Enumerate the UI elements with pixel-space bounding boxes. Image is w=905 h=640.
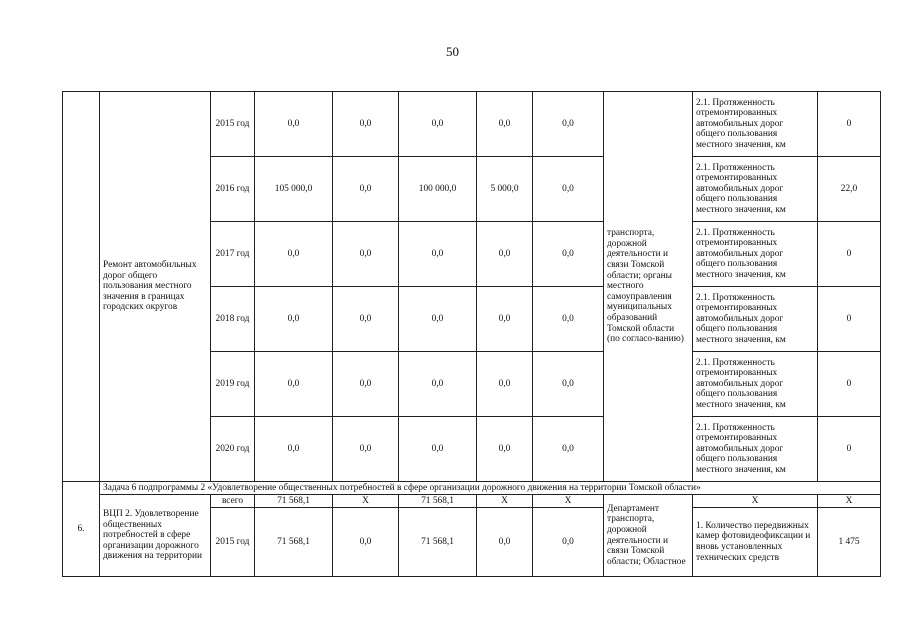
executor-cell: Департамент транспорта, дорожной деятельности и связи Томской области; Областное [604,495,693,577]
other-cell: 0,0 [533,92,604,157]
other-cell: 0,0 [533,417,604,482]
regional-cell: 0,0 [399,222,477,287]
federal-cell: 0,0 [333,508,399,577]
other-cell: 0,0 [533,157,604,222]
federal-cell: X [333,495,399,508]
local-cell: X [477,495,533,508]
indicator-cell: 2.1. Протяженность отремонтированных автомобильных дорог общего пользования местного значения, км [693,417,818,482]
year-cell: 2017 год [211,222,255,287]
indicator-cell: 2.1. Протяженность отремонтированных автомобильных дорог общего пользования местного значения, км [693,287,818,352]
other-cell: 0,0 [533,222,604,287]
year-cell: 2020 год [211,417,255,482]
other-cell: 0,0 [533,508,604,577]
federal-cell: 0,0 [333,417,399,482]
task-row [63,482,881,495]
regional-cell: 100 000,0 [399,157,477,222]
task-number-cell: 6. [63,482,100,577]
total-cell: 71 568,1 [255,508,333,577]
regional-cell: 0,0 [399,417,477,482]
activity-name-cell: Ремонт автомобильных дорог общего пользования местного значения в границах городских округов [100,92,211,482]
indicator-cell: X [693,495,818,508]
regional-cell: 71 568,1 [399,495,477,508]
year-cell: 2016 год [211,157,255,222]
indicator-cell: 2.1. Протяженность отремонтированных автомобильных дорог общего пользования местного значения, км [693,157,818,222]
indicator-cell: 2.1. Протяженность отремонтированных автомобильных дорог общего пользования местного значения, км [693,92,818,157]
regional-cell: 0,0 [399,287,477,352]
indicator-value-cell: 0 [818,417,881,482]
indicator-value-cell: 1 475 [818,508,881,577]
year-cell: 2015 год [211,92,255,157]
indicator-value-cell: 0 [818,92,881,157]
federal-cell: 0,0 [333,352,399,417]
program-table [62,91,881,577]
year-cell: 2019 год [211,352,255,417]
local-cell: 0,0 [477,222,533,287]
indicator-value-cell: X [818,495,881,508]
total-cell: 71 568,1 [255,495,333,508]
row-number-cell [63,92,100,482]
executor-cell: транспорта, дорожной деятельности и связи Томской области; органы местного самоуправления муниципальных образований Томской области (по согласо-ванию) [604,92,693,482]
year-cell: 2015 год [211,508,255,577]
local-cell: 0,0 [477,287,533,352]
indicator-value-cell: 22,0 [818,157,881,222]
table-row [63,92,881,157]
page-number: 50 [446,44,459,59]
local-cell: 5 000,0 [477,157,533,222]
total-cell: 0,0 [255,352,333,417]
total-cell: 0,0 [255,417,333,482]
indicator-cell: 1. Количество передвижных камер фотовидеофиксации и вновь установленных технических средств [693,508,818,577]
federal-cell: 0,0 [333,287,399,352]
local-cell: 0,0 [477,352,533,417]
regional-cell: 0,0 [399,92,477,157]
total-cell: 0,0 [255,222,333,287]
year-cell: 2018 год [211,287,255,352]
local-cell: 0,0 [477,417,533,482]
task-title-cell: Задача 6 подпрограммы 2 «Удовлетворение общественных потребностей в сфере организации дорожного движения на территории Томской области» [100,482,881,495]
total-label-cell: всего [211,495,255,508]
other-cell: X [533,495,604,508]
indicator-value-cell: 0 [818,222,881,287]
local-cell: 0,0 [477,508,533,577]
indicator-cell: 2.1. Протяженность отремонтированных автомобильных дорог общего пользования местного значения, км [693,222,818,287]
indicator-value-cell: 0 [818,352,881,417]
indicator-cell: 2.1. Протяженность отремонтированных автомобильных дорог общего пользования местного значения, км [693,352,818,417]
total-cell: 105 000,0 [255,157,333,222]
federal-cell: 0,0 [333,92,399,157]
other-cell: 0,0 [533,287,604,352]
regional-cell: 0,0 [399,352,477,417]
federal-cell: 0,0 [333,222,399,287]
total-cell: 0,0 [255,287,333,352]
indicator-value-cell: 0 [818,287,881,352]
total-cell: 0,0 [255,92,333,157]
table-row [63,495,881,508]
other-cell: 0,0 [533,352,604,417]
regional-cell: 71 568,1 [399,508,477,577]
local-cell: 0,0 [477,92,533,157]
federal-cell: 0,0 [333,157,399,222]
program-name-cell: ВЦП 2. Удовлетворение общественных потребностей в сфере организации дорожного движения на территории [100,495,211,577]
